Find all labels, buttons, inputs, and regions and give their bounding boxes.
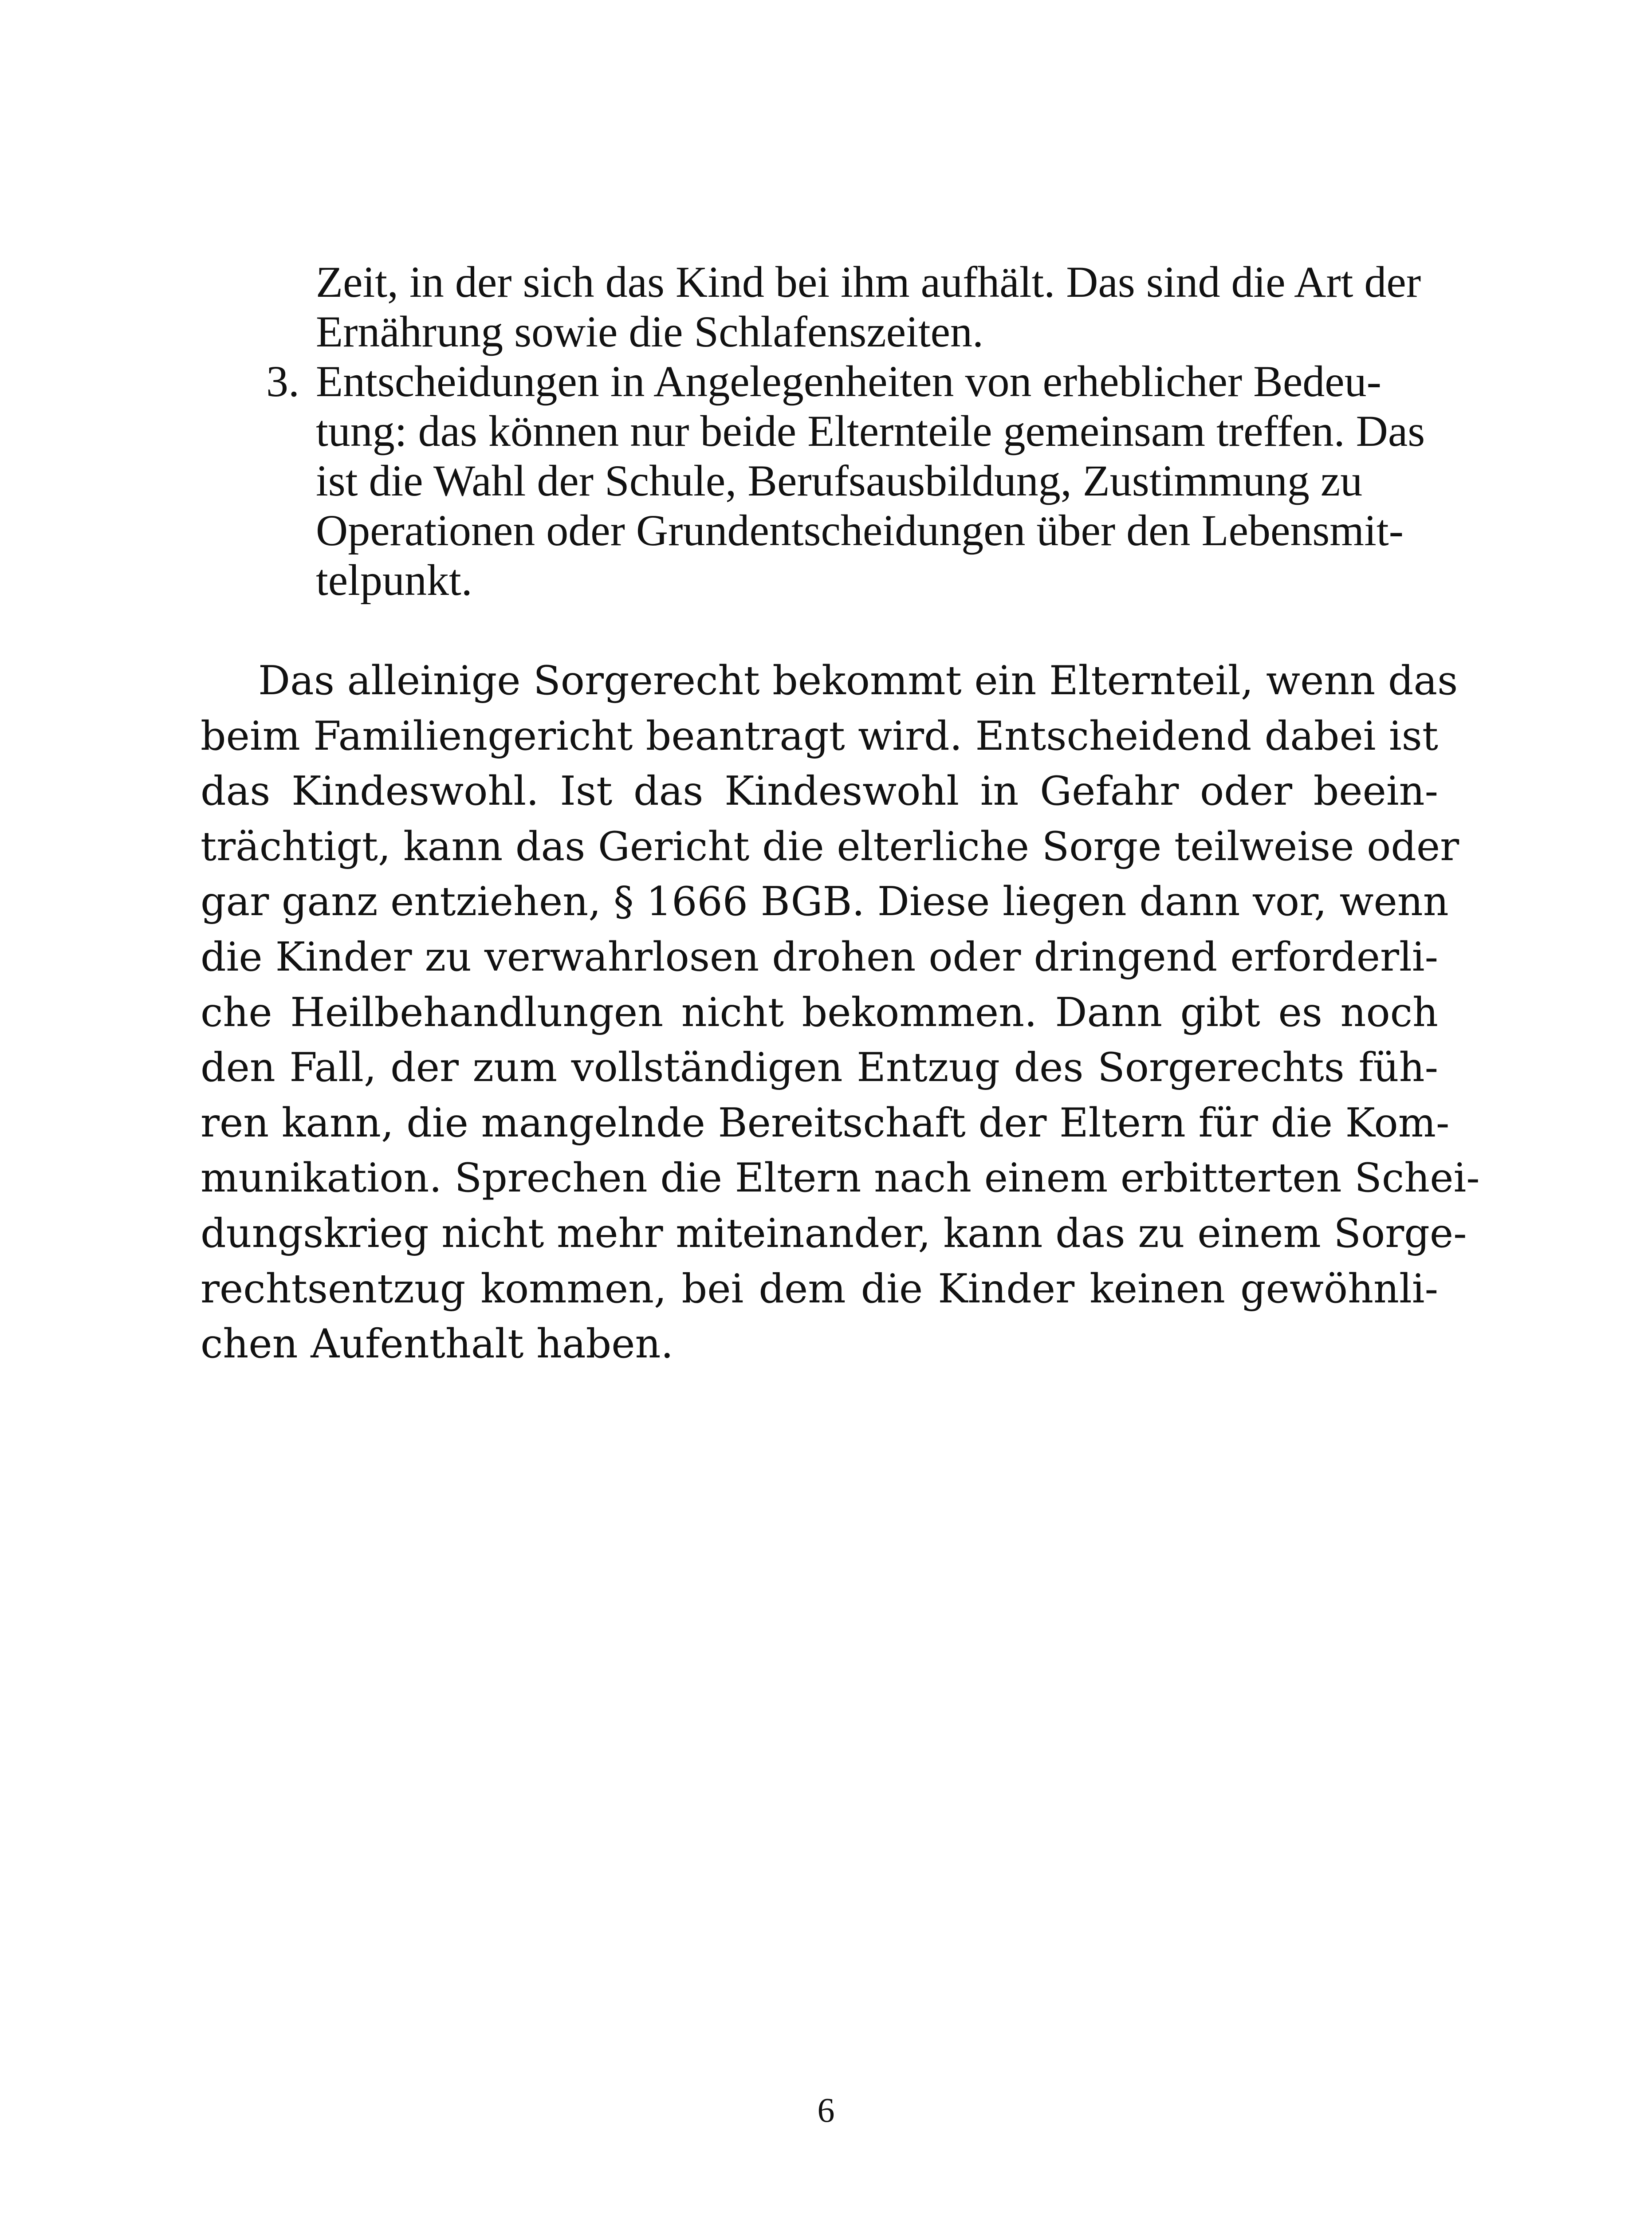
list-item-3-line: telpunkt.: [316, 555, 472, 605]
list-item-3-line: [266, 357, 1446, 406]
list-item-3-line: tung: das können nur beide Elternteile gemeinsam treffen. Das: [316, 406, 1425, 456]
body-paragraph: [201, 653, 1480, 1372]
list-item-3-text: Entscheidungen in Angelegenheiten von erheblicher Bedeu-: [316, 357, 1381, 406]
list-continuation-line: Zeit, in der sich das Kind bei ihm aufhält. Das sind die Art der: [316, 257, 1421, 307]
paragraph-line: beim Familiengericht beantragt wird. Entscheidend dabei ist: [201, 712, 1438, 759]
list-item-3-line: ist die Wahl der Schule, Berufsausbildung, Zustimmung zu: [316, 456, 1363, 505]
paragraph-line: munikation. Sprechen die Eltern nach einem erbitterten Schei-: [201, 1155, 1480, 1202]
paragraph-line: das Kindeswohl. Ist das Kindeswohl in Gefahr oder beein-: [201, 768, 1438, 815]
page-number: 6: [817, 2091, 835, 2129]
paragraph-line: gar ganz entziehen, § 1666 BGB. Diese liegen dann vor, wenn: [201, 878, 1449, 925]
numbered-list: [266, 257, 1446, 605]
paragraph-line: Das alleinige Sorgerecht bekommt ein Elternteil, wenn das: [258, 657, 1458, 704]
paragraph-line: trächtigt, kann das Gericht die elterliche Sorge teilweise oder: [201, 823, 1459, 870]
list-item-3-line: Operationen oder Grundentscheidungen über den Lebensmit-: [316, 506, 1404, 555]
list-item-number: 3.: [266, 357, 299, 406]
paragraph-line: chen Aufenthalt haben.: [201, 1321, 674, 1368]
paragraph-line: den Fall, der zum vollständigen Entzug des Sorgerechts füh-: [201, 1044, 1438, 1091]
paragraph-line: ren kann, die mangelnde Bereitschaft der Eltern für die Kom-: [201, 1099, 1450, 1146]
paragraph-line: dungskrieg nicht mehr miteinander, kann das zu einem Sorge-: [201, 1210, 1467, 1257]
paragraph-line: die Kinder zu verwahrlosen drohen oder dringend erforderli-: [201, 933, 1438, 980]
list-continuation-line: Ernährung sowie die Schlafenszeiten.: [316, 307, 984, 356]
paragraph-line: rechtsentzug kommen, bei dem die Kinder keinen gewöhnli-: [201, 1265, 1438, 1312]
paragraph-line: che Heilbehandlungen nicht bekommen. Dann gibt es noch: [201, 989, 1438, 1036]
